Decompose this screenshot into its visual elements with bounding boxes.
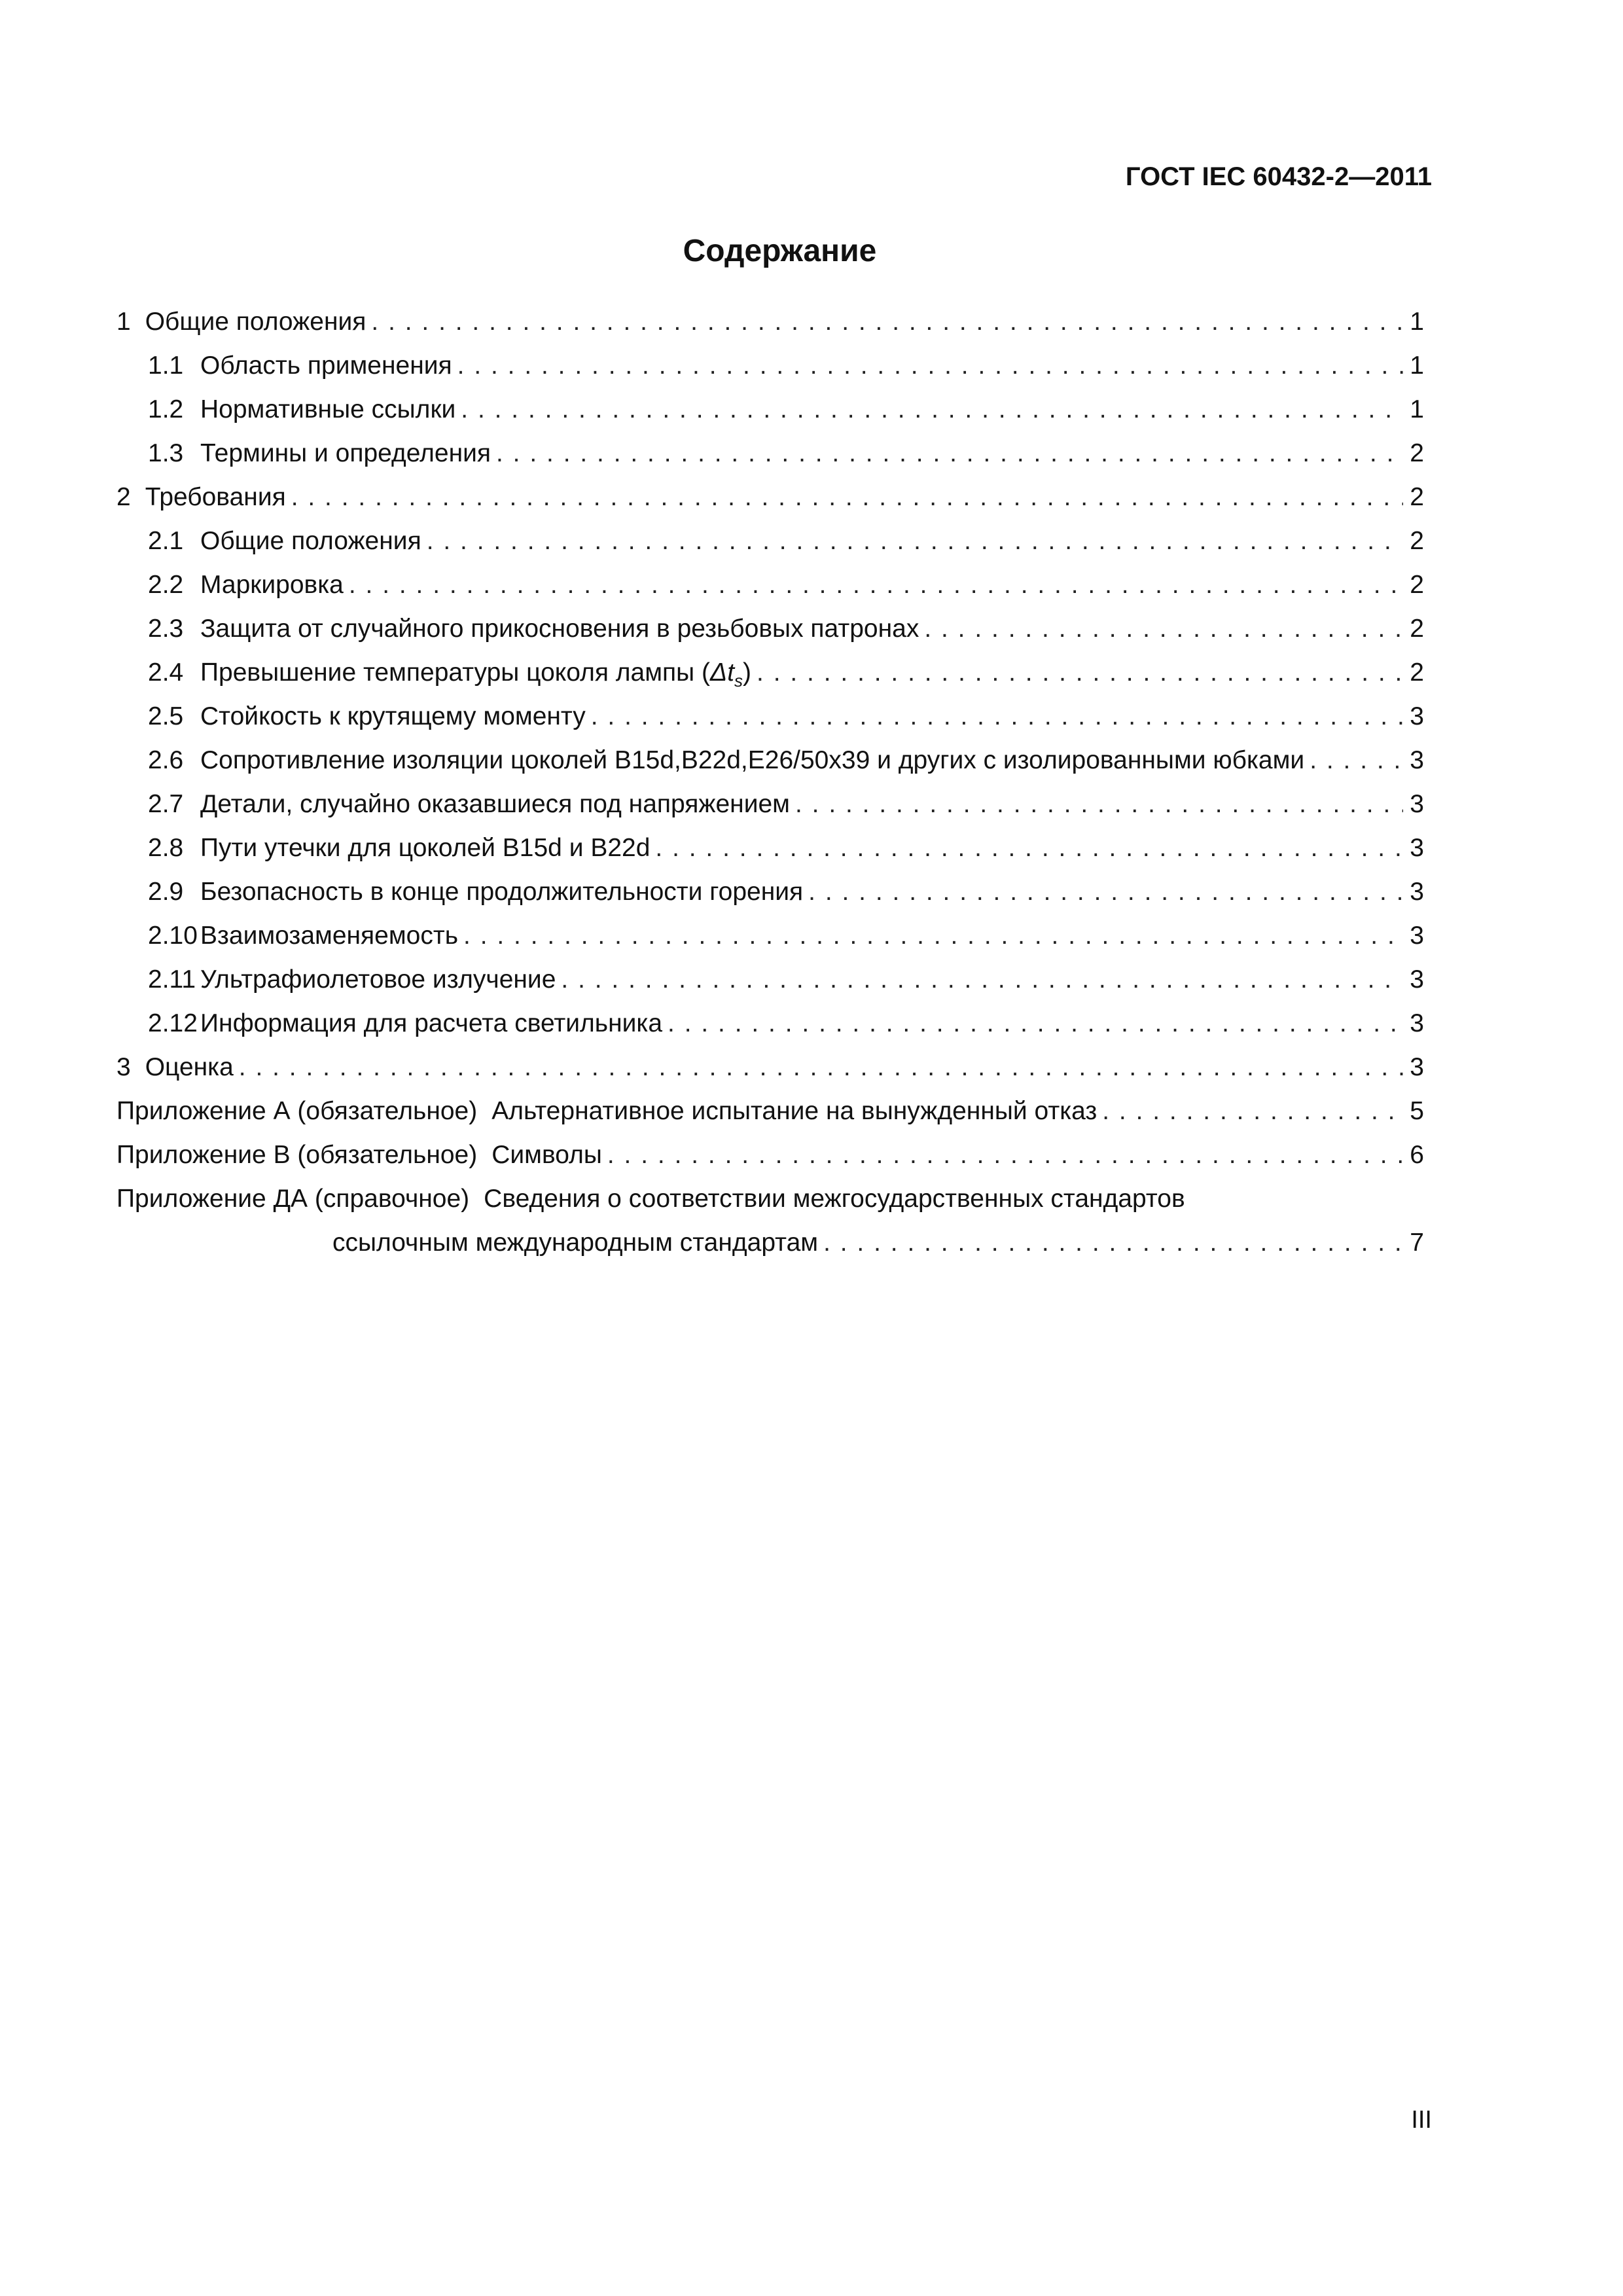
toc-entry-number: 2.8 — [148, 834, 184, 862]
toc-entry-number: 2.10 — [148, 922, 198, 950]
toc-entry[interactable] — [116, 300, 1424, 344]
dot-leader — [818, 1221, 1403, 1265]
dot-leader — [234, 1045, 1404, 1089]
toc-entry-page: 3 — [1410, 965, 1424, 994]
toc-entry[interactable] — [116, 1001, 1424, 1045]
toc-entry[interactable] — [116, 826, 1424, 870]
toc-entry-page: 2 — [1410, 527, 1424, 555]
toc-entry-title: Требования — [145, 483, 286, 511]
dot-leader — [919, 607, 1403, 651]
toc-entry-number: 3 — [116, 1053, 131, 1081]
toc-entry-title: Ультрафиолетовое излучение — [200, 965, 556, 994]
toc-entry-number: 2.1 — [148, 527, 184, 555]
dot-leader — [344, 563, 1403, 607]
toc-entry-title: Пути утечки для цоколей B15d и B22d — [200, 834, 651, 862]
toc-entry-page: 2 — [1410, 658, 1424, 687]
toc-entry[interactable] — [116, 958, 1424, 1001]
toc-entry-page: 2 — [1410, 615, 1424, 643]
toc-entry-number: 2.11 — [148, 965, 196, 994]
dot-leader — [366, 300, 1403, 344]
toc-entry-title: Общие положения — [145, 308, 366, 336]
toc-entry-number: 2.3 — [148, 615, 184, 643]
toc-entry-page: 1 — [1410, 308, 1424, 336]
dot-leader — [790, 782, 1403, 826]
toc-entry-title: Взаимозаменяемость — [200, 922, 459, 950]
annex-title: Символы — [491, 1141, 602, 1169]
toc-entry[interactable] — [116, 344, 1424, 387]
dot-leader — [452, 344, 1404, 387]
toc-entry-page: 2 — [1410, 439, 1424, 467]
toc-entry-title: Оценка — [145, 1053, 234, 1081]
dot-leader — [602, 1133, 1403, 1177]
toc-entry[interactable] — [116, 914, 1424, 958]
toc-entry[interactable] — [116, 431, 1424, 475]
toc-entry-title: Область применения — [200, 351, 452, 380]
toc-entry-number: 2.9 — [148, 878, 184, 906]
toc-title: Содержание — [683, 234, 877, 268]
annex-title-continuation: ссылочным международным стандартам — [332, 1229, 819, 1257]
toc-entry-number: 1.2 — [148, 395, 184, 423]
toc-entry-number: 2.2 — [148, 571, 184, 599]
annex-title: Сведения о соответствии межгосударственных стандартов — [484, 1185, 1185, 1213]
toc-entry[interactable] — [116, 1045, 1424, 1089]
toc-entry-page: 3 — [1410, 1053, 1424, 1081]
annex-label: Приложение ДА (справочное) — [116, 1185, 470, 1213]
dot-leader — [421, 519, 1404, 563]
dot-leader — [491, 431, 1403, 475]
dot-leader — [751, 651, 1403, 694]
toc-entry[interactable] — [116, 651, 1424, 694]
toc-entry-number: 2.7 — [148, 790, 184, 818]
toc-entry[interactable] — [116, 563, 1424, 607]
toc-entry-number: 2.5 — [148, 702, 184, 730]
toc-entry-page: 1 — [1410, 351, 1424, 380]
toc-entry-page: 3 — [1410, 702, 1424, 730]
toc-entry[interactable] — [116, 387, 1424, 431]
toc-entry-title: Стойкость к крутящему моменту — [200, 702, 586, 730]
toc-entry-number: 2.6 — [148, 746, 184, 774]
page-number: III — [1411, 2106, 1432, 2134]
temperature-symbol-subscript: s — [734, 670, 743, 691]
toc-entry-page: 3 — [1410, 878, 1424, 906]
toc-entry-number: 1.1 — [148, 351, 184, 380]
temperature-symbol: Δt — [710, 658, 735, 687]
document-code: ГОСТ IEC 60432-2—2011 — [1125, 162, 1432, 191]
dot-leader — [586, 694, 1404, 738]
toc-entry-title: Защита от случайного прикосновения в резьбовых патронах — [200, 615, 919, 643]
dot-leader — [556, 958, 1403, 1001]
annex-label: Приложение В (обязательное) — [116, 1141, 478, 1169]
toc-entry-page: 6 — [1410, 1141, 1424, 1169]
toc-entry-page: 7 — [1410, 1229, 1424, 1257]
toc-entry-page: 3 — [1410, 834, 1424, 862]
toc-entry-title: Маркировка — [200, 571, 344, 599]
toc-entry[interactable] — [116, 607, 1424, 651]
toc-annex-entry[interactable] — [116, 1133, 1424, 1177]
toc-annex-entry[interactable] — [116, 1177, 1424, 1221]
toc-entry[interactable] — [116, 694, 1424, 738]
toc-entry-number: 1.3 — [148, 439, 184, 467]
toc-entry-number: 2.12 — [148, 1009, 198, 1037]
dot-leader — [455, 387, 1403, 431]
toc-entry[interactable] — [116, 738, 1424, 782]
dot-leader — [650, 826, 1403, 870]
toc-entry-page: 2 — [1410, 571, 1424, 599]
annex-label: Приложение А (обязательное) — [116, 1097, 478, 1125]
toc-entry[interactable] — [116, 870, 1424, 914]
dot-leader — [286, 475, 1404, 519]
toc-entry-title: Термины и определения — [200, 439, 491, 467]
toc-entry-title: Сопротивление изоляции цоколей B15d,B22d,E26/50x39 и других с изолированными юбками — [200, 746, 1305, 774]
dot-leader — [662, 1001, 1403, 1045]
toc-annex-entry-continuation[interactable] — [116, 1221, 1424, 1265]
toc-entry-title: Нормативные ссылки — [200, 395, 456, 423]
toc-entry[interactable] — [116, 475, 1424, 519]
toc-entry-page: 3 — [1410, 922, 1424, 950]
toc-entry-title: Информация для расчета светильника — [200, 1009, 663, 1037]
toc-entry[interactable] — [116, 782, 1424, 826]
toc-entry-title-end: ) — [743, 658, 752, 687]
toc-entry-page: 3 — [1410, 746, 1424, 774]
toc-entry-page: 3 — [1410, 790, 1424, 818]
toc-entry-page: 2 — [1410, 483, 1424, 511]
toc-entry-title-text: Превышение температуры цоколя лампы ( — [200, 658, 711, 687]
toc-entry-title: Общие положения — [200, 527, 421, 555]
toc-entry-number: 1 — [116, 308, 131, 336]
toc-entry[interactable] — [116, 519, 1424, 563]
toc-entry-page: 5 — [1410, 1097, 1424, 1125]
toc-annex-entry[interactable] — [116, 1089, 1424, 1133]
toc-entry-page: 1 — [1410, 395, 1424, 423]
table-of-contents — [116, 300, 1424, 1265]
toc-entry-title: Детали, случайно оказавшиеся под напряжением — [200, 790, 790, 818]
dot-leader — [458, 914, 1403, 958]
annex-title: Альтернативное испытание на вынужденный отказ — [491, 1097, 1097, 1125]
toc-entry-title: Безопасность в конце продолжительности горения — [200, 878, 804, 906]
dot-leader — [1097, 1089, 1403, 1133]
toc-entry-number: 2 — [116, 483, 131, 511]
dot-leader — [1304, 738, 1403, 782]
toc-entry-page: 3 — [1410, 1009, 1424, 1037]
toc-entry-number: 2.4 — [148, 658, 184, 687]
dot-leader — [803, 870, 1403, 914]
